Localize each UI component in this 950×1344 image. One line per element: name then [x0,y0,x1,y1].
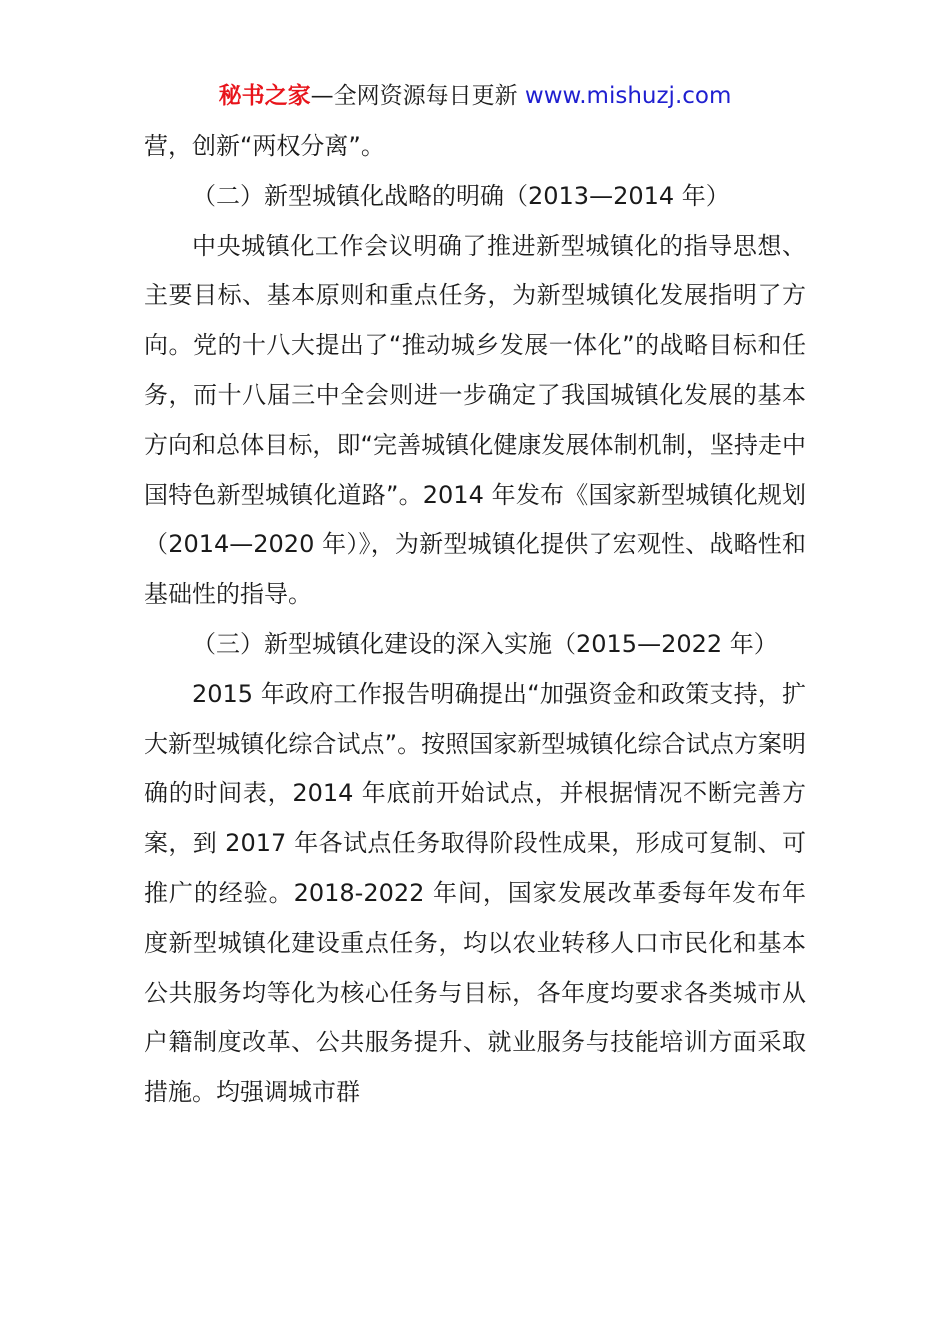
section-heading-3: （三）新型城镇化建设的深入实施（2015—2022 年） [192,629,778,658]
paragraph-continued: 营，创新“两权分离”。 [144,132,385,160]
section-heading-2: （二）新型城镇化战略的明确（2013—2014 年） [192,181,730,210]
document-body [144,122,806,1118]
site-url-link[interactable]: www.mishuzj.com [524,83,732,109]
paragraph: 2015 年政府工作报告明确提出“加强资金和政策支持，扩大新型城镇化综合试点”。按照国家新型城镇化综合试点方案明确的时间表，2014 年底前开始试点，并根据情况不断完善方案，到 2017 年各试点任务取得阶段性成果，形成可复制、可推广的经验。2018-2022 年间，国家发展改革委每年发布年度新型城镇化建设重点任务，均以农业转移人口市民化和基本公共服务均等化为核心任务与目标，各年度均要求各类城市从户籍制度改革、公共服务提升、就业服务与技能培训方面采取措施。均强调城市群 [144,679,806,1107]
site-header [0,80,950,112]
paragraph: 中央城镇化工作会议明确了推进新型城镇化的指导思想、主要目标、基本原则和重点任务，为新型城镇化发展指明了方向。党的十八大提出了“推动城乡发展一体化”的战略目标和任务，而十八届三中全会则进一步确定了我国城镇化发展的基本方向和总体目标，即“完善城镇化健康发展体制机制，坚持走中国特色新型城镇化道路”。2014 年发布《国家新型城镇化规划（2014—2020 年）》，为新型城镇化提供了宏观性、战略性和基础性的指导。 [144,231,806,609]
site-brand: 秘书之家 [218,83,311,109]
site-tagline: —全网资源每日更新 [310,83,525,109]
